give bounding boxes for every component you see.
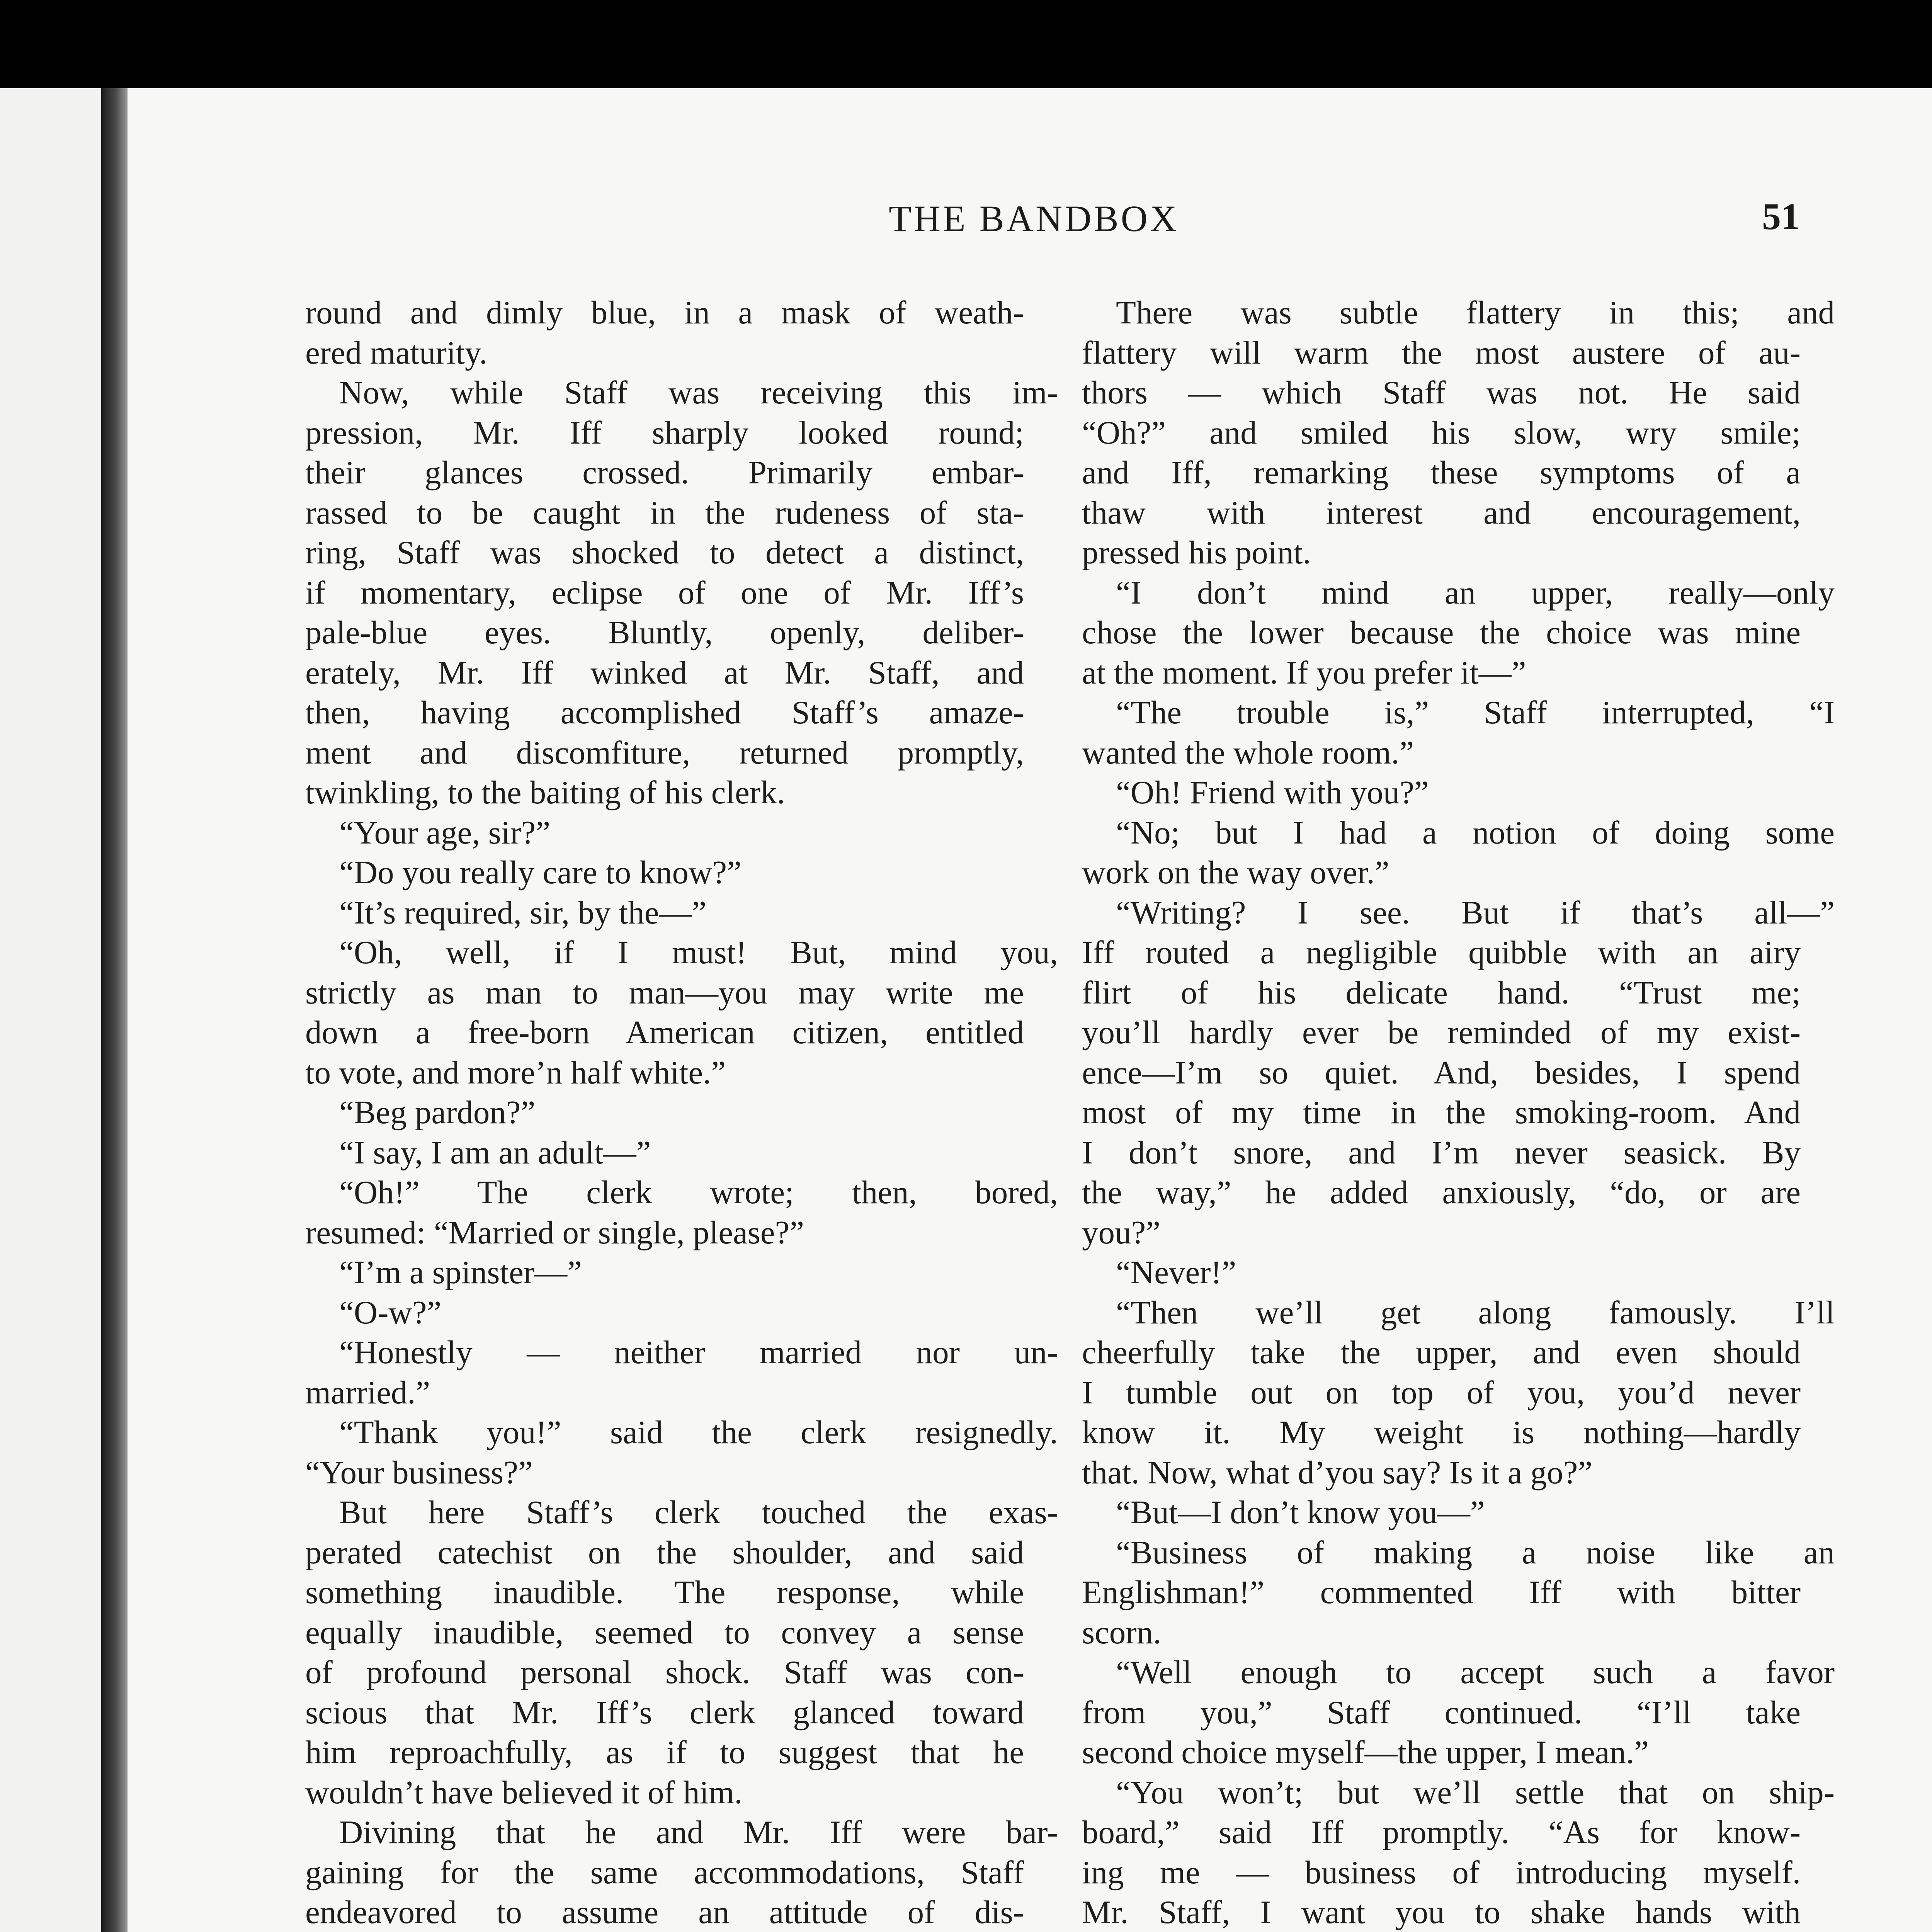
text-line: second choice myself—the upper, I mean.” — [1082, 1734, 1649, 1770]
text-line: “Writing? I see. But if that’s all—” — [1116, 894, 1835, 931]
text-line: wanted the whole room.” — [1082, 734, 1414, 771]
text-line: ing me — business of introducing myself. — [1082, 1854, 1801, 1891]
text-line: erately, Mr. Iff winked at Mr. Staff, and — [305, 654, 1024, 691]
text-line: board,” said Iff promptly. “As for know- — [1082, 1814, 1801, 1850]
text-line: “Your business?” — [305, 1454, 533, 1491]
text-line: and Iff, remarking these symptoms of a — [1082, 454, 1801, 491]
text-line: know it. My weight is nothing—hardly — [1082, 1414, 1801, 1451]
running-head: THE BANDBOX — [889, 198, 1179, 239]
text-line: “I say, I am an adult—” — [339, 1134, 651, 1171]
text-line: thaw with interest and encouragement, — [1082, 494, 1801, 531]
text-line: “Never!” — [1116, 1254, 1236, 1291]
text-line: “Oh, well, if I must! But, mind you, — [339, 934, 1058, 971]
text-line: you?” — [1082, 1214, 1160, 1251]
text-line: flirt of his delicate hand. “Trust me; — [1082, 974, 1801, 1011]
text-line: down a free-born American citizen, entitled — [305, 1014, 1024, 1051]
text-line: Iff routed a negligible quibble with an airy — [1082, 934, 1801, 971]
text-line: at the moment. If you prefer it—” — [1082, 654, 1526, 691]
text-line: “No; but I had a notion of doing some — [1116, 814, 1835, 851]
text-line: perated catechist on the shoulder, and said — [305, 1534, 1024, 1571]
text-line: pressed his point. — [1082, 534, 1311, 571]
text-line: you’ll hardly ever be reminded of my exist- — [1082, 1014, 1801, 1051]
text-line: then, having accomplished Staff’s amaze- — [305, 694, 1024, 731]
text-line: of profound personal shock. Staff was con- — [305, 1654, 1024, 1690]
text-line: “Do you really care to know?” — [339, 854, 742, 891]
text-line: “I’m a spinster—” — [339, 1254, 582, 1291]
text-line: from you,” Staff continued. “I’ll take — [1082, 1694, 1801, 1731]
text-line: “Then we’ll get along famously. I’ll — [1116, 1294, 1835, 1331]
text-line: flattery will warm the most austere of au- — [1082, 334, 1801, 371]
text-line: “Business of making a noise like an — [1116, 1534, 1835, 1571]
text-line: Now, while Staff was receiving this im- — [339, 374, 1058, 411]
text-line: if momentary, eclipse of one of Mr. Iff’s — [305, 574, 1024, 611]
text-line: equally inaudible, seemed to convey a sense — [305, 1614, 1024, 1651]
text-line: endeavored to assume an attitude of dis- — [305, 1894, 1024, 1930]
text-line: scious that Mr. Iff’s clerk glanced toward — [305, 1694, 1024, 1731]
text-line: twinkling, to the baiting of his clerk. — [305, 774, 785, 811]
text-line: something inaudible. The response, while — [305, 1574, 1024, 1611]
text-line: ment and discomfiture, returned promptly, — [305, 734, 1024, 771]
text-line: “Oh!” The clerk wrote; then, bored, — [339, 1174, 1058, 1211]
text-line: “I don’t mind an upper, really—only — [1116, 574, 1835, 611]
text-line: strictly as man to man—you may write me — [305, 974, 1024, 1011]
text-line: gaining for the same accommodations, Staff — [305, 1854, 1024, 1891]
right-column — [1082, 293, 1835, 1932]
text-line: ence—I’m so quiet. And, besides, I spend — [1082, 1054, 1801, 1091]
left-column — [305, 293, 1058, 1932]
text-line: married.” — [305, 1374, 430, 1411]
text-line: their glances crossed. Primarily embar- — [305, 454, 1024, 491]
text-line: “Thank you!” said the clerk resignedly. — [339, 1414, 1058, 1451]
text-line: work on the way over.” — [1082, 854, 1389, 891]
text-line: “O-w?” — [339, 1294, 442, 1331]
text-line: “The trouble is,” Staff interrupted, “I — [1116, 694, 1835, 731]
text-line: “Well enough to accept such a favor — [1116, 1654, 1835, 1690]
text-line: “Honestly — neither married nor un- — [339, 1334, 1058, 1371]
text-line: him reproachfully, as if to suggest that he — [305, 1734, 1024, 1770]
text-line: “Oh?” and smiled his slow, wry smile; — [1082, 414, 1801, 451]
text-line: Englishman!” commented Iff with bitter — [1082, 1574, 1801, 1611]
text-line: thors — which Staff was not. He said — [1082, 374, 1801, 411]
book-gutter — [101, 88, 128, 1932]
text-line: “Your age, sir?” — [339, 814, 551, 851]
text-line: most of my time in the smoking-room. And — [1082, 1094, 1801, 1131]
text-line: I don’t snore, and I’m never seasick. By — [1082, 1134, 1801, 1171]
text-line: round and dimly blue, in a mask of weath- — [305, 294, 1024, 331]
text-line: rassed to be caught in the rudeness of sta- — [305, 494, 1024, 531]
text-line: that. Now, what d’you say? Is it a go?” — [1082, 1454, 1593, 1491]
text-line: to vote, and more’n half white.” — [305, 1054, 726, 1091]
text-line: I tumble out on top of you, you’d never — [1082, 1374, 1801, 1411]
text-line: Divining that he and Mr. Iff were bar- — [339, 1814, 1058, 1850]
page-number: 51 — [1762, 196, 1800, 238]
text-line: But here Staff’s clerk touched the exas- — [339, 1494, 1058, 1531]
text-line: “Oh! Friend with you?” — [1116, 774, 1429, 811]
text-line: Mr. Staff, I want you to shake hands with — [1082, 1894, 1801, 1930]
text-line: resumed: “Married or single, please?” — [305, 1214, 804, 1251]
text-line: “Beg pardon?” — [339, 1094, 536, 1131]
text-line: cheerfully take the upper, and even should — [1082, 1334, 1801, 1371]
text-line: chose the lower because the choice was mine — [1082, 614, 1801, 651]
previous-page-edge — [0, 88, 101, 1932]
text-line: “It’s required, sir, by the—” — [339, 894, 707, 931]
text-line: pale-blue eyes. Bluntly, openly, deliber- — [305, 614, 1024, 651]
text-line: the way,” he added anxiously, “do, or are — [1082, 1174, 1801, 1211]
text-line: ring, Staff was shocked to detect a distinct, — [305, 534, 1024, 571]
text-line: scorn. — [1082, 1614, 1162, 1651]
text-line: “You won’t; but we’ll settle that on ship- — [1116, 1774, 1835, 1811]
text-line: wouldn’t have believed it of him. — [305, 1774, 743, 1811]
text-line: “But—I don’t know you—” — [1116, 1494, 1485, 1531]
text-line: There was subtle flattery in this; and — [1116, 294, 1835, 331]
text-line: ered maturity. — [305, 334, 488, 371]
text-line: pression, Mr. Iff sharply looked round; — [305, 414, 1024, 451]
